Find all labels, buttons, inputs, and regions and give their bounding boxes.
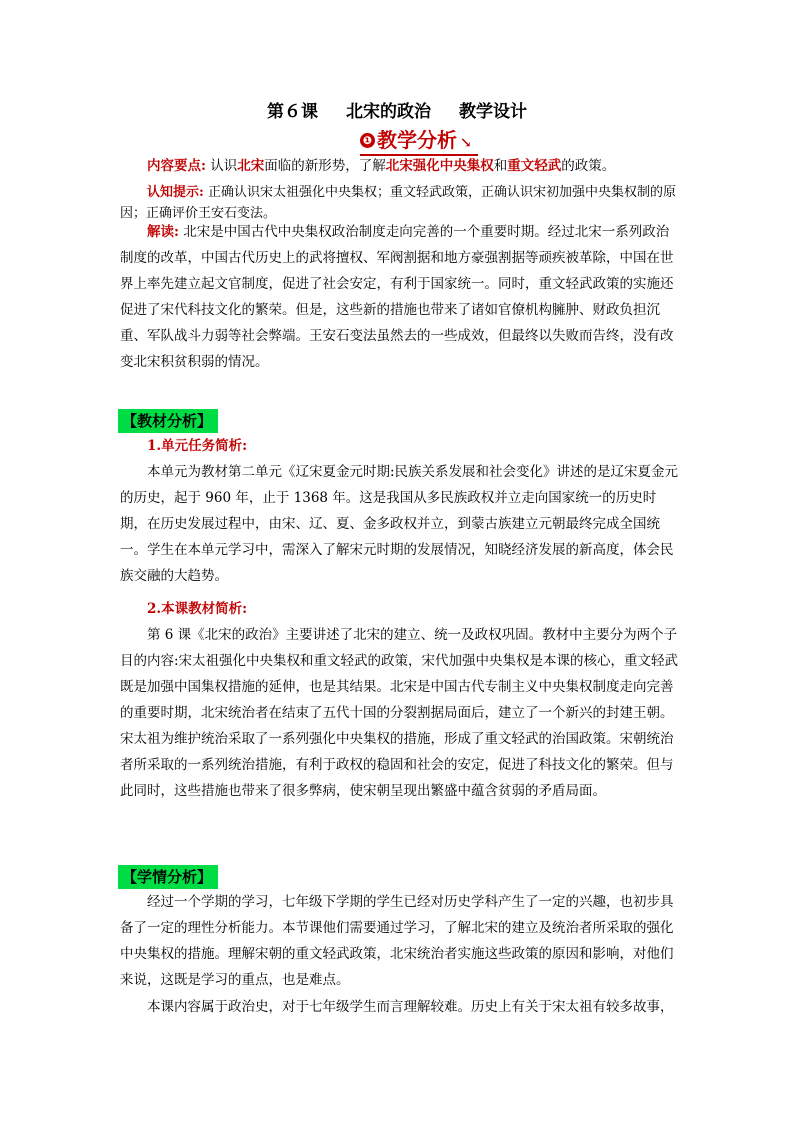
page-title: [0, 97, 794, 122]
cognition-text: 正确认识宋太祖强化中央集权；重文轻武政策，正确认识宋初加强中央集权制的原因；正确评价王安石变法。: [120, 185, 676, 221]
lesson-number: 第６课: [267, 102, 318, 122]
content-text: 的政策。: [561, 158, 616, 174]
cognition-hint: [120, 182, 680, 224]
student-analysis-heading: 【学情分析】: [118, 865, 218, 889]
unit-task-paragraph: 本单元为教材第二单元《辽宋夏金元时期:民族关系发展和社会变化》讲述的是辽宋夏金元的历史，起于 960 年，止于 1368 年。这是我国从多民族政权并立走向国家统一的历史时期，在历史发展过程中，由宋、辽、夏、金多政权并立，到蒙古族建立元朝最终完成全国统一。学生在本单元学习中，需深入了解宋元时期的发展情况，知晓经济发展的新高度，体会民族交融的大趋势。: [120, 464, 679, 584]
content-text: 认识: [210, 158, 238, 174]
interpretation: [120, 219, 680, 375]
lesson-material-subheading: 2.本课教材简析:: [147, 601, 248, 617]
banner-text: 教学分析: [377, 128, 457, 152]
content-points-label: 内容要点:: [147, 158, 206, 174]
interpretation-label: 解读:: [147, 224, 179, 240]
highlight-text: 北宋: [237, 158, 265, 174]
content-points: [147, 155, 687, 177]
document-kind: 教学设计: [459, 102, 527, 122]
interpretation-text: 北宋是中国古代中央集权政治制度走向完善的一个重要时期。经过北宋一系列政治制度的改革，中国古代历史上的武将擅权、军阀割据和地方豪强割据等顽疾被革除，中国在世界上率先建立起文官制度，促进了社会安定，有利于国家统一。同时，重文轻武政策的实施还促进了宋代科技文化的繁荣。但是，这些新的措施也带来了诸如官僚机构臃肿、财政负担沉重、军队战斗力弱等社会弊端。王安石变法虽然去的一些成效，但最终以失败而告终，没有改变北宋积贫积弱的情况。: [120, 224, 674, 370]
unit-task-subheading: 1.单元任务简析:: [147, 438, 248, 454]
highlight-text: 北宋强化中央集权: [385, 158, 494, 174]
content-text: 和: [493, 158, 508, 174]
content-text: 面临的新形势，了解: [264, 158, 386, 174]
textbook-analysis-heading: 【教材分析】: [118, 409, 218, 433]
cognition-label: 认知提示:: [147, 185, 204, 200]
student-paragraph-2: 本课内容属于政治史，对于七年级学生而言理解较难。历史上有关于宋太祖有较多故事，: [147, 999, 674, 1015]
lesson-material-paragraph: 第 6 课《北宋的政治》主要讲述了北宋的建立、统一及政权巩固。教材中主要分为两个子目的内容:宋太祖强化中央集权和重文轻武的政策，宋代加强中央集权是本课的核心，重文轻武既是加强中国集权措施的延伸，也是其结果。北宋是中国古代专制主义中央集权制度走向完善的重要时期，北宋统治者在结束了五代十国的分裂割据局面后，建立了一个新兴的封建王朝。宋太祖为维护统治采取了一系列强化中央集权的措施，形成了重文轻武的治国政策。宋朝统治者所采取的一系列统治措施，有利于政权的稳固和社会的安定，促进了科技文化的繁荣。但与此同时，这些措施也带来了很多弊病，使宋朝呈现出繁盛中蕴含贫弱的矛盾局面。: [120, 627, 679, 799]
highlight-text: 重文轻武: [507, 158, 562, 174]
number-badge: ❶: [360, 133, 375, 148]
student-paragraph-1: 经过一个学期的学习，七年级下学期的学生已经对历史学科产生了一定的兴趣，也初步具备了一定的理性分析能力。本节课他们需要通过学习，了解北宋的建立及统治者所采取的强化中央集权的措施。理解宋朝的重文轻武政策，北宋统治者实施这些政策的原因和影响，对他们来说，这既是学习的重点，也是难点。: [120, 894, 674, 988]
arrow-icon: ↘: [460, 135, 472, 151]
section-banner: [360, 128, 478, 156]
lesson-name: 北宋的政治: [346, 102, 431, 122]
